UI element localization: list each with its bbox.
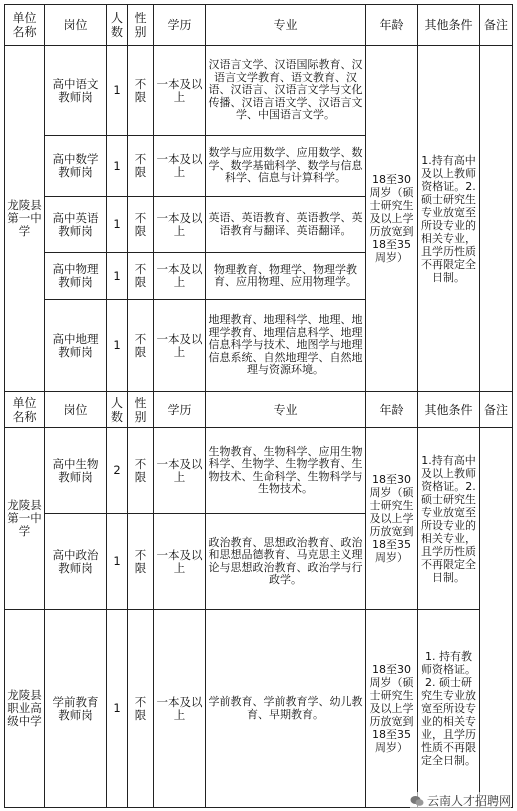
header-row (5, 392, 513, 428)
header-unit: 单位名称 (5, 392, 45, 428)
gender-cell: 不限 (128, 136, 154, 197)
position-cell: 高中数学教师岗 (45, 136, 107, 197)
position-cell: 学前教育教师岗 (45, 610, 107, 808)
count-cell: 1 (107, 610, 128, 808)
position-cell: 高中政治教师岗 (45, 514, 107, 610)
watermark (410, 792, 511, 809)
major-cell: 汉语言文学、汉语国际教育、汉语言文学教育、语文教育、汉语、汉语言、汉语言文学与文化传播、汉语言语文学、汉语言文学、中国语言文学。 (206, 46, 366, 136)
count-cell: 1 (107, 197, 128, 253)
gender-cell: 不限 (128, 197, 154, 253)
header-other: 其他条件 (418, 392, 480, 428)
watermark-text: 云南人才招聘网 (426, 794, 511, 808)
count-cell: 1 (107, 46, 128, 136)
major-cell: 地理教育、地理科学、地理、地理学教育、地理信息科学、地理信息科学与技术、地图学与地理信息系统、自然地理学、自然地理与资源环境。 (206, 300, 366, 392)
unit-cell: 龙陵县第一中学 (5, 428, 45, 610)
gender-cell: 不限 (128, 300, 154, 392)
header-count: 人数 (107, 392, 128, 428)
header-row (5, 5, 513, 46)
header-note: 备注 (480, 392, 513, 428)
major-cell: 学前教育、学前教育学、幼儿教育、早期教育。 (206, 610, 366, 808)
education-cell: 一本及以上 (154, 46, 206, 136)
position-cell: 高中语文教师岗 (45, 46, 107, 136)
major-cell: 数学与应用数学、应用数学、数学、数学基础科学、数学与信息科学、信息与计算科学。 (206, 136, 366, 197)
header-unit: 单位名称 (5, 5, 45, 46)
major-cell: 英语、英语教育、英语教学、英语教育与翻译、英语翻译。 (206, 197, 366, 253)
header-age: 年龄 (366, 392, 418, 428)
education-cell: 一本及以上 (154, 610, 206, 808)
header-major: 专业 (206, 5, 366, 46)
wechat-icon (410, 795, 424, 807)
header-education: 学历 (154, 5, 206, 46)
gender-cell: 不限 (128, 253, 154, 300)
major-cell: 物理教育、物理学、物理学教育、应用物理、应用物理学。 (206, 253, 366, 300)
unit-cell: 龙陵县职业高级中学 (5, 610, 45, 808)
education-cell: 一本及以上 (154, 428, 206, 514)
other-conditions-cell: 1.持有高中及以上教师资格证。2.硕士研究生专业放宽至所设专业的相关专业，且学历性质不再限定全日制。 (418, 428, 480, 610)
header-major: 专业 (206, 392, 366, 428)
header-count: 人数 (107, 5, 128, 46)
header-age: 年龄 (366, 5, 418, 46)
gender-cell: 不限 (128, 46, 154, 136)
position-cell: 高中英语教师岗 (45, 197, 107, 253)
header-position: 岗位 (45, 392, 107, 428)
other-conditions-cell: 1. 持有教师资格证。2. 硕士研究生专业放宽至所设专业的相关专业，且学历性质不再限定全日制。 (418, 610, 480, 808)
header-education: 学历 (154, 392, 206, 428)
count-cell: 2 (107, 428, 128, 514)
other-conditions-cell: 1.持有高中及以上教师资格证。2.硕士研究生专业放宽至所设专业的相关专业，且学历性质不再限定全日制。 (418, 46, 480, 392)
gender-cell: 不限 (128, 514, 154, 610)
table-row (5, 428, 513, 514)
count-cell: 1 (107, 136, 128, 197)
count-cell: 1 (107, 300, 128, 392)
position-cell: 高中生物教师岗 (45, 428, 107, 514)
header-gender: 性别 (128, 5, 154, 46)
header-position: 岗位 (45, 5, 107, 46)
table-row (5, 46, 513, 136)
count-cell: 1 (107, 253, 128, 300)
position-cell: 高中地理教师岗 (45, 300, 107, 392)
education-cell: 一本及以上 (154, 136, 206, 197)
education-cell: 一本及以上 (154, 197, 206, 253)
header-other: 其他条件 (418, 5, 480, 46)
unit-cell: 龙陵县第一中学 (5, 46, 45, 392)
education-cell: 一本及以上 (154, 253, 206, 300)
note-cell (480, 46, 513, 392)
gender-cell: 不限 (128, 610, 154, 808)
header-gender: 性别 (128, 392, 154, 428)
education-cell: 一本及以上 (154, 300, 206, 392)
header-note: 备注 (480, 5, 513, 46)
age-cell: 18至30周岁（硕士研究生及以上学历放宽到18至35周岁） (366, 610, 418, 808)
education-cell: 一本及以上 (154, 514, 206, 610)
note-cell (480, 428, 513, 808)
recruitment-table (4, 4, 513, 808)
major-cell: 政治教育、思想政治教育、政治和思想品德教育、马克思主义理论与思想政治教育、政治学与行政学。 (206, 514, 366, 610)
position-cell: 高中物理教师岗 (45, 253, 107, 300)
table-row (5, 610, 513, 808)
age-cell: 18至30周岁（硕士研究生及以上学历放宽到18至35周岁） (366, 428, 418, 610)
count-cell: 1 (107, 514, 128, 610)
age-cell: 18至30周岁（硕士研究生及以上学历放宽到18至35周岁） (366, 46, 418, 392)
major-cell: 生物教育、生物科学、应用生物科学、生物学、生物学教育、生物技术、生命科学、生物科学与生物技术。 (206, 428, 366, 514)
gender-cell: 不限 (128, 428, 154, 514)
